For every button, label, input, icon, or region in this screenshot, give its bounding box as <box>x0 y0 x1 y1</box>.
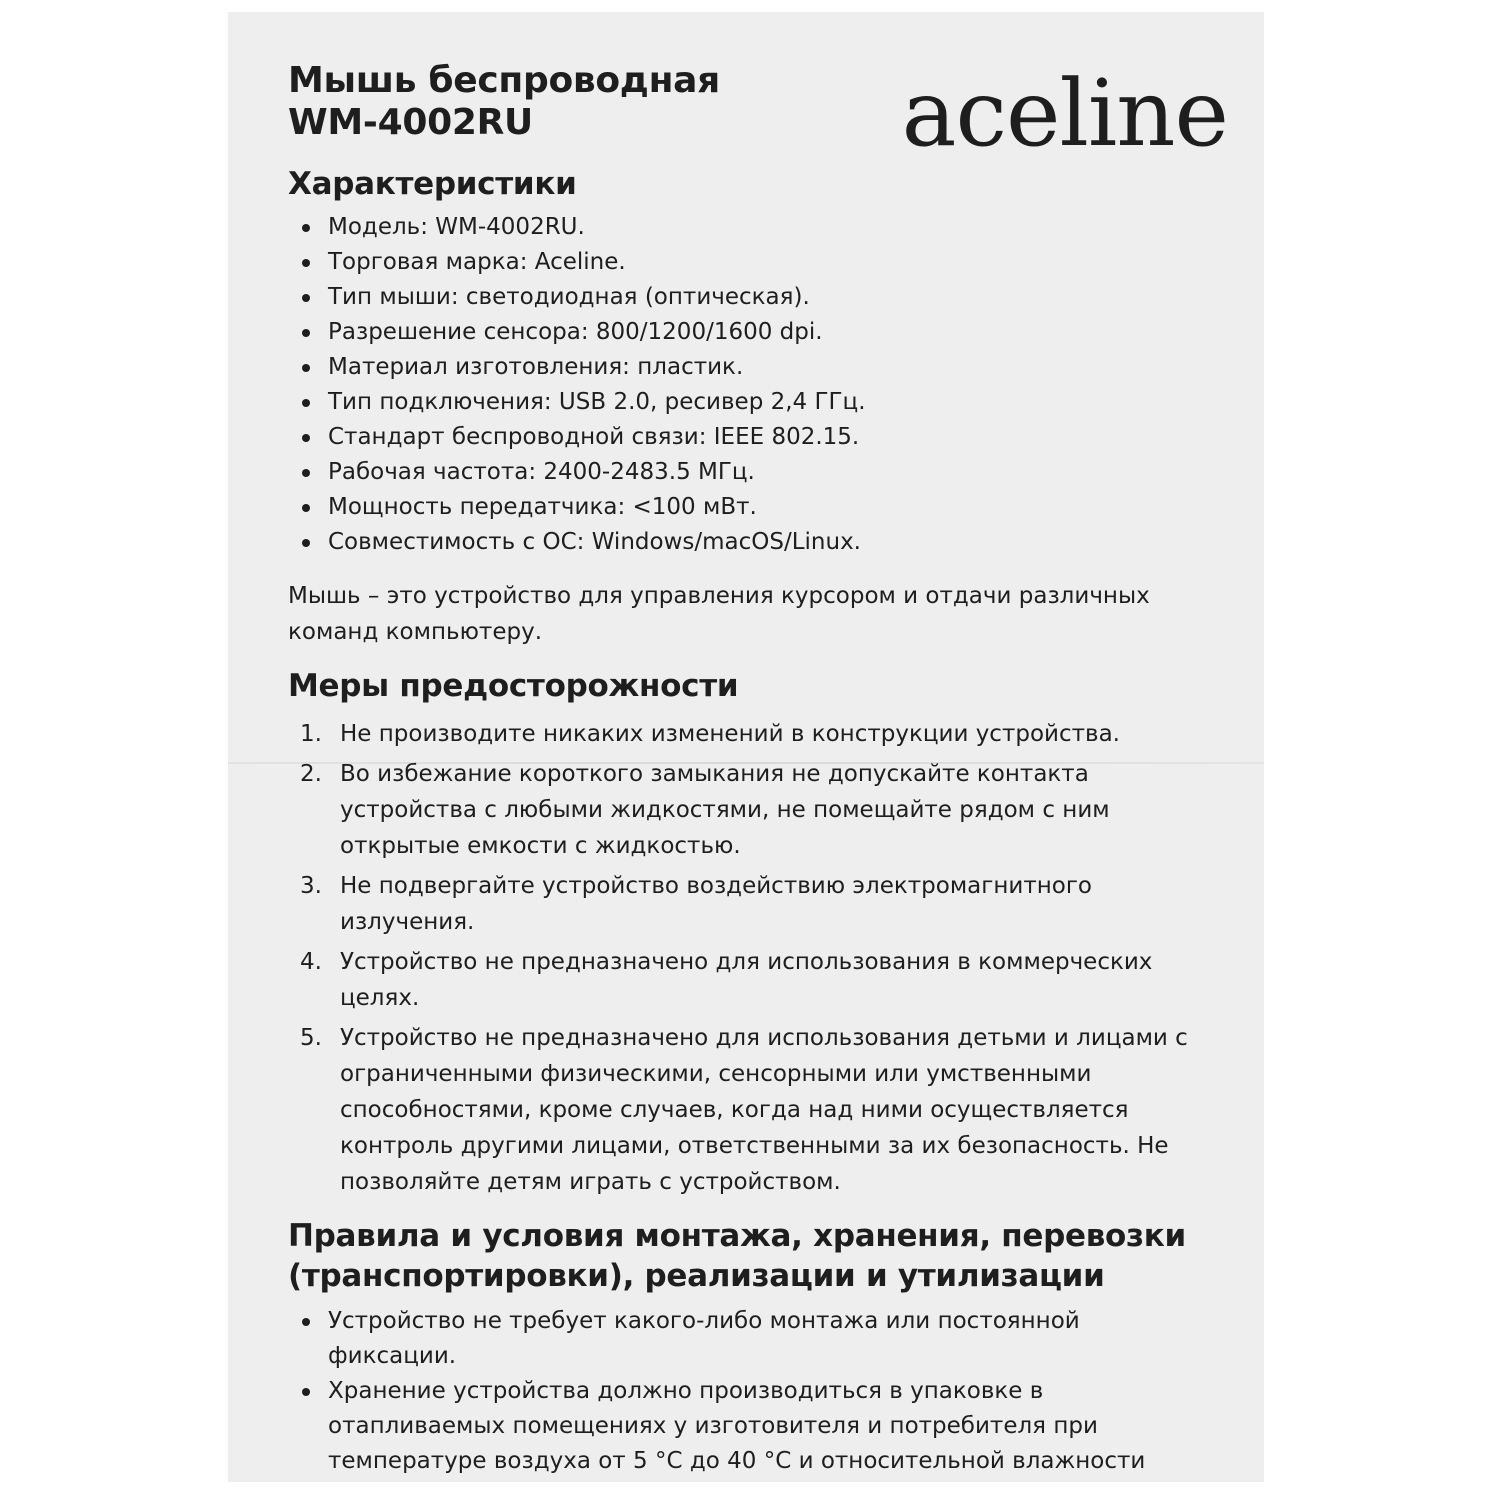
product-title-line1: Мышь беспроводная <box>288 60 720 101</box>
spec-item: Совместимость с ОС: Windows/macOS/Linux. <box>288 525 1238 560</box>
precaution-number: 1. <box>300 721 322 747</box>
precaution-item <box>288 1020 1210 1200</box>
precaution-number: 2. <box>300 761 322 787</box>
spec-item: Торговая марка: Aceline. <box>288 245 1238 280</box>
precaution-item <box>288 944 1210 1016</box>
spec-item: Модель: WM-4002RU. <box>288 210 1238 245</box>
precaution-number: 4. <box>300 949 322 975</box>
product-model: WM-4002RU <box>288 102 533 143</box>
document-body <box>288 60 1238 1479</box>
precaution-text: Не подвергайте устройство воздействию электромагнитного излучения. <box>340 873 1093 935</box>
spec-item: Мощность передатчика: <100 мВт. <box>288 490 1238 525</box>
precaution-item <box>288 868 1210 940</box>
specs-heading: Характеристики <box>288 166 577 202</box>
precaution-number: 5. <box>300 1025 322 1051</box>
specs-list <box>288 210 1238 560</box>
precaution-item <box>288 716 1210 752</box>
precaution-text: Устройство не предназначено для использования детьми и лицами с ограниченными физическими, сенсорными или умственными способностями, кроме случаев, когда над ними осуществляется контроль другими лицами, ответственными за их безопасность. Не позволяйте детям играть с устройством. <box>340 1025 1188 1195</box>
rule-item: Хранение устройства должно производиться в упаковке в отапливаемых помещениях у изготовителя и потребителя при температуре воздуха от 5 °С до 40 °С и относительной влажности <box>288 1374 1208 1479</box>
spec-item: Материал изготовления: пластик. <box>288 350 1238 385</box>
spec-item: Рабочая частота: 2400-2483.5 МГц. <box>288 455 1238 490</box>
spec-item: Тип подключения: USB 2.0, ресивер 2,4 ГГц. <box>288 385 1238 420</box>
precaution-text: Устройство не предназначено для использования в коммерческих целях. <box>340 949 1153 1011</box>
rules-heading: Правила и условия монтажа, хранения, перевозки (транспортировки), реализации и утилизации <box>288 1218 1186 1294</box>
rules-list <box>288 1304 1238 1479</box>
precaution-number: 3. <box>300 873 322 899</box>
brand-logo: aceline <box>901 60 1228 167</box>
spec-item: Стандарт беспроводной связи: IEEE 802.15. <box>288 420 1238 455</box>
precaution-item <box>288 756 1210 864</box>
precautions-list <box>288 716 1238 1200</box>
instruction-sheet <box>228 12 1264 1482</box>
intro-paragraph: Мышь – это устройство для управления курсором и отдачи различных команд компьютеру. <box>288 583 1150 645</box>
spec-item: Тип мыши: светодиодная (оптическая). <box>288 280 1238 315</box>
precaution-text: Не производите никаких изменений в конструкции устройства. <box>340 721 1120 747</box>
spec-item: Разрешение сенсора: 800/1200/1600 dpi. <box>288 315 1238 350</box>
precaution-text: Во избежание короткого замыкания не допускайте контакта устройства с любыми жидкостями, не помещайте рядом с ним открытые емкости с жидкостью. <box>340 761 1110 859</box>
rule-item: Устройство не требует какого-либо монтажа или постоянной фиксации. <box>288 1304 1208 1374</box>
precautions-heading: Меры предосторожности <box>288 668 739 704</box>
product-title <box>288 60 1238 144</box>
